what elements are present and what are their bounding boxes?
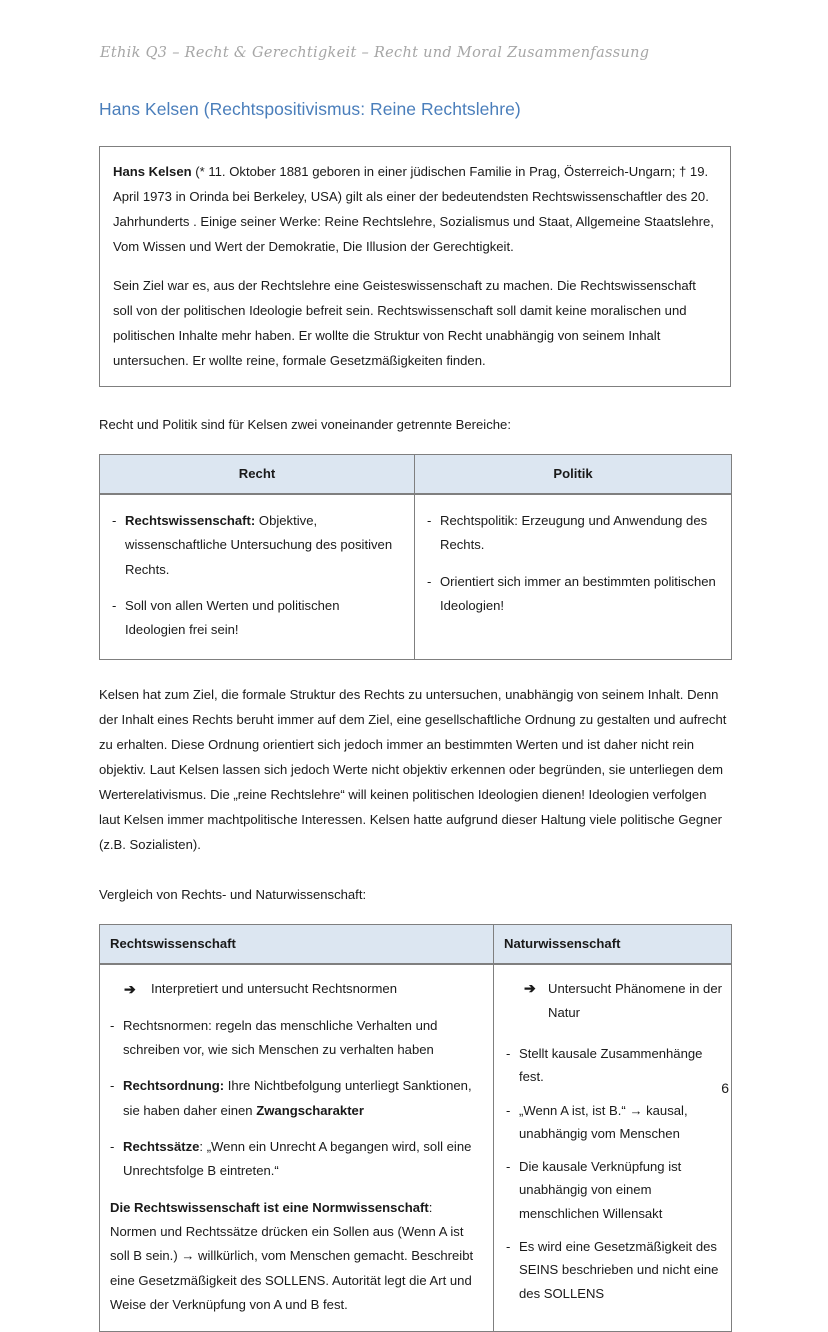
table-row: [100, 964, 732, 1332]
cell-rechtswissenschaft: [100, 964, 494, 1332]
list-item-label: Rechtssätze: [123, 1139, 200, 1155]
list-item: [427, 509, 719, 558]
list-item-label-tail: Zwangscharakter: [256, 1102, 364, 1118]
list-item-text: Orientiert sich immer an bestimmten politischen Ideologien!: [440, 573, 716, 613]
lead-in-table-1: Recht und Politik sind für Kelsen zwei voneinander getrennte Bereiche:: [99, 417, 511, 432]
list-item: [110, 1074, 481, 1123]
biography-name: Hans Kelsen: [113, 164, 192, 179]
page-title: Hans Kelsen (Rechtspositivismus: Reine Rechtslehre): [99, 99, 521, 119]
list-item-text: Rechtspolitik: Erzeugung und Anwendung des Rechts.: [440, 512, 708, 553]
normwissenschaft-label: Die Rechtswissenschaft ist eine Normwissenschaft: [110, 1199, 429, 1215]
rechtswissenschaft-list: [110, 1014, 481, 1184]
cell-politik: [415, 494, 732, 659]
normwissenschaft-block: [110, 1196, 481, 1318]
list-item: [110, 1014, 481, 1063]
arrow-bullet-text: Untersucht Phänomene in der Natur: [548, 981, 722, 1020]
recht-list: [112, 509, 402, 643]
list-item-text: : „Wenn ein Unrecht A begangen wird, soll eine Unrechtsfolge B eintreten.“: [123, 1139, 472, 1179]
list-item: - Es wird eine Gesetzmäßigkeit des SEINS beschrieben und nicht eine des SOLLENS: [506, 1235, 723, 1305]
list-item-label: Rechtsordnung:: [123, 1078, 225, 1094]
arrow-right-icon: ➔: [124, 981, 136, 998]
table-recht-politik: [99, 454, 732, 660]
list-item: [427, 570, 719, 619]
goal-paragraph: Sein Ziel war es, aus der Rechtslehre eine Geisteswissenschaft zu machen. Die Rechtswissenschaft soll von der politischen Ideologie befreit sein. Rechtswissenschaft soll damit keine moralischen und politischen Inhalte mehr haben. Er wollte die Struktur von Recht unabhängig von seinem Inhalt untersuchen. Er wollte reine, formale Gesetzmäßigkeiten finden.: [113, 277, 696, 368]
biography-paragraph: [113, 159, 715, 260]
column-header-politik: Politik: [415, 454, 732, 494]
table-rechts-naturwissenschaft: [99, 924, 732, 1332]
running-header: Ethik Q3 – Recht & Gerechtigkeit – Recht und Moral Zusammenfassung: [100, 45, 650, 61]
list-item-label: Rechtswissenschaft:: [125, 512, 256, 528]
list-item: - Stellt kausale Zusammenhänge fest.: [506, 1042, 723, 1089]
column-header-rechtswissenschaft: Rechtswissenschaft: [100, 925, 494, 965]
page-content: [99, 45, 731, 1332]
biography-text: (* 11. Oktober 1881 geboren in einer jüdischen Familie in Prag, Österreich-Ungarn; † 19. April 1973 in Orinda bei Berkeley, USA) gilt als einer der bedeutendsten Rechtswissenschaftler des 20. Jahrhunderts . Einige seiner Werke: Reine Rechtslehre, Sozialismus und Staat, Allgemeine Staatslehre, Vom Wissen und Wert der Demokratie, Die Illusion der Gerechtigkeit.: [113, 164, 714, 255]
arrow-bullet-right: [506, 977, 723, 1024]
body-paragraph: Kelsen hat zum Ziel, die formale Struktur des Rechts zu untersuchen, unabhängig von seinem Inhalt. Denn der Inhalt eines Rechts beruht immer auf dem Ziel, eine gesellschaftliche Ordnung zu gestalten und aufrecht zu erhalten. Diese Ordnung orientiert sich jedoch immer an bestimmten Werten und ist daher nicht rein objektiv. Laut Kelsen lassen sich jedoch Werte nicht objektiv erkennen oder begründen, sie unterliegen dem Werterelativismus. Die „reine Rechtslehre“ will keinen politischen Ideologien dienen! Ideologien verfolgen laut Kelsen immer machtpolitische Interessen. Kelsen hatte aufgrund dieser Haltung viele politische Gegner (z.B. Sozialisten).: [99, 686, 727, 853]
list-item-text: Objektive, wissenschaftliche Untersuchung des positiven Rechts.: [125, 512, 393, 577]
list-item: [112, 594, 402, 643]
list-item: - „Wenn A ist, ist B.“ → kausal, unabhängig vom Menschen: [506, 1099, 723, 1146]
column-header-recht: Recht: [100, 454, 415, 494]
list-item-text: Rechtsnormen: regeln das menschliche Verhalten und schreiben vor, wie sich Menschen zu verhalten haben: [123, 1017, 438, 1058]
politik-list: [427, 509, 719, 618]
naturwissenschaft-list: [506, 1042, 723, 1305]
page-number: 6: [721, 1080, 729, 1096]
lead-in-table-2: Vergleich von Rechts- und Naturwissenschaft:: [99, 887, 367, 903]
biography-box: [99, 146, 731, 387]
normwissenschaft-text: : Normen und Rechtssätze drücken ein Sollen aus (Wenn A ist soll B sein.) → willkürlich, vom Menschen gemacht. Beschreibt eine Gesetzmäßigkeit des SOLLENS. Autorität legt die Art und Weise der Verknüpfung von A und B fest.: [110, 1199, 474, 1313]
arrow-bullet-left: [110, 977, 481, 1001]
column-header-naturwissenschaft: Naturwissenschaft: [494, 925, 732, 965]
cell-recht: [100, 494, 415, 659]
arrow-right-icon: ➔: [524, 980, 536, 997]
list-item-text: Soll von allen Werten und politischen Ideologien frei sein!: [125, 597, 340, 638]
cell-naturwissenschaft: [494, 964, 732, 1332]
list-item: [112, 509, 402, 582]
list-item: [110, 1135, 481, 1184]
list-item-text: Ihre Nichtbefolgung unterliegt Sanktionen, sie haben daher einen: [123, 1078, 472, 1118]
table-header-row: [100, 925, 732, 965]
table-header-row: [100, 454, 732, 494]
table-row: [100, 494, 732, 659]
list-item: - Die kausale Verknüpfung ist unabhängig von einem menschlichen Willensakt: [506, 1155, 723, 1225]
arrow-bullet-text: Interpretiert und untersucht Rechtsnormen: [151, 981, 398, 997]
